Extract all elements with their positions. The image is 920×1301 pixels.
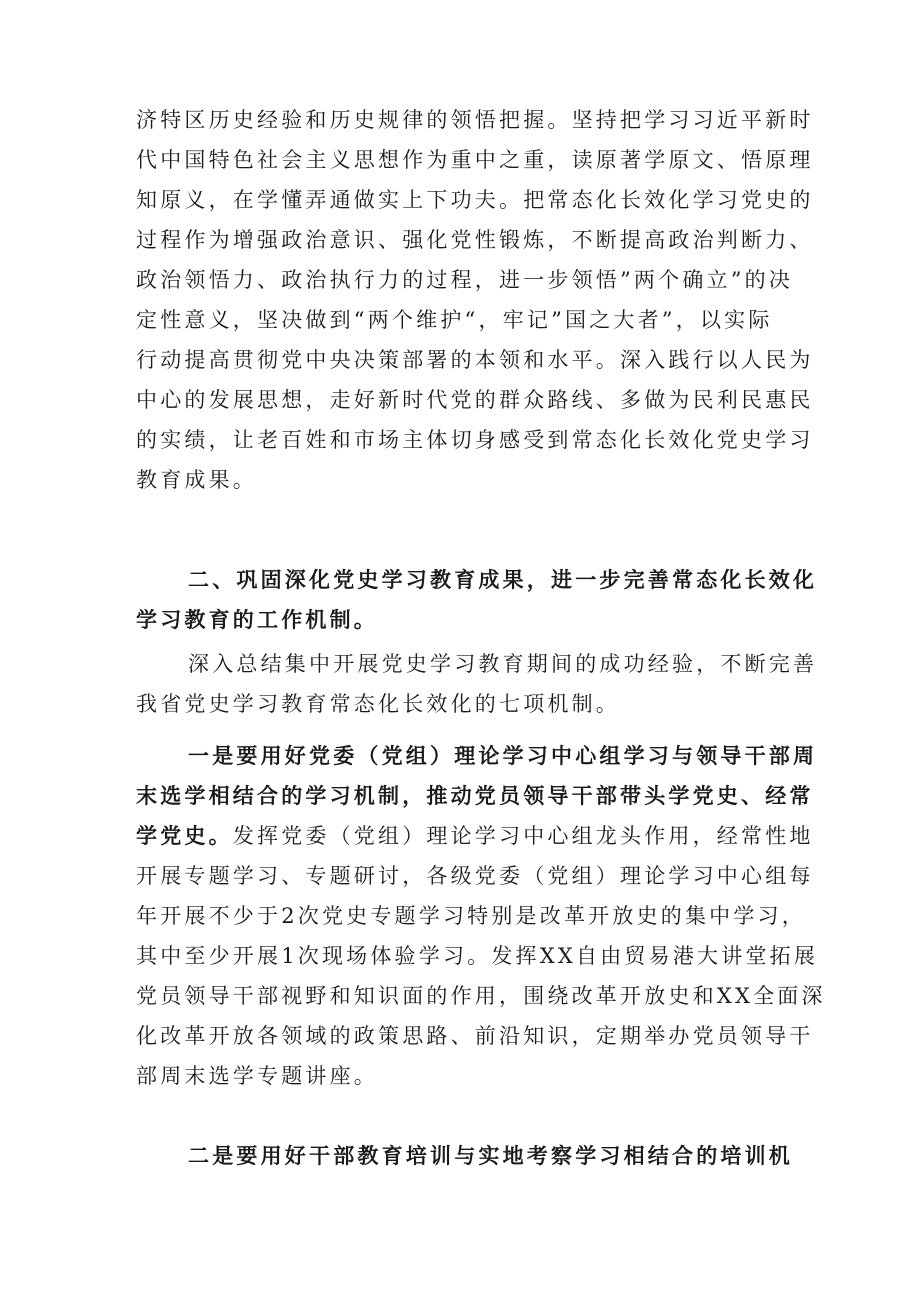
text-line: 其中至少开展1次现场体验学习。发挥XX自由贸易港大讲堂拓展 <box>136 944 819 968</box>
text-line: 化改革开放各领域的政策思路、前沿知识，定期举办党员领导干 <box>136 1024 814 1048</box>
text-line: 开展专题学习、专题研讨，各级党委（党组）理论学习中心组每 <box>136 864 814 888</box>
text-line: 我省党史学习教育常态化长效化的七项机制。 <box>136 692 620 716</box>
lead-line: 一是要用好党委（党组）理论学习中心组学习与领导干部周 <box>188 743 818 768</box>
text-line: 知原义，在学懂弄通做实上下功夫。把常态化长效化学习党史的 <box>136 188 814 212</box>
heading-line: 学习教育的工作机制。 <box>136 607 378 632</box>
text-line: 的实绩，让老百姓和市场主体切身感受到常态化长效化党史学习 <box>136 428 814 452</box>
text-line: 行动提高贯彻党中央决策部署的本领和水平。深入践行以人民为 <box>136 348 814 372</box>
text-line: 中心的发展思想，走好新时代党的群众路线、多做为民利民惠民 <box>136 388 814 412</box>
lead-line: 末选学相结合的学习机制，推动党员领导干部带头学党史、经常 <box>136 783 814 808</box>
text-line: 代中国特色社会主义思想作为重中之重，读原著学原文、悟原理 <box>136 148 814 172</box>
body-text: 发挥党委（党组）理论学习中心组龙头作用，经常性地 <box>232 824 814 848</box>
section-heading <box>136 560 818 640</box>
text-line: 教育成果。 <box>136 468 257 492</box>
lead-line: 二是要用好干部教育培训与实地考察学习相结合的培训机 <box>188 1143 793 1168</box>
text-line: 政治领悟力、政治执行力的过程，进一步领悟”两个确立”的决 <box>136 268 794 292</box>
text-line: 部周末选学专题讲座。 <box>136 1064 378 1088</box>
body-paragraph <box>136 736 826 1096</box>
text-line: 年开展不少于2次党史专题学习特别是改革开放史的集中学习， <box>136 904 806 928</box>
heading-line: 二、巩固深化党史学习教育成果，进一步完善常态化长效化 <box>188 567 818 592</box>
body-paragraph <box>136 644 818 724</box>
body-paragraph <box>136 100 814 500</box>
text-line: 党员领导干部视野和知识面的作用，围绕改革开放史和XX全面深 <box>136 984 826 1008</box>
text-line: 定性意义，坚决做到“两个维护“，牢记”国之大者”，以实际 <box>136 308 773 332</box>
lead-text: 学党史。 <box>136 823 233 848</box>
text-line: 深入总结集中开展党史学习教育期间的成功经验，不断完善 <box>188 652 818 676</box>
text-line: 济特区历史经验和历史规律的领悟把握。坚持把学习习近平新时 <box>136 108 814 132</box>
text-line: 过程作为增强政治意识、强化党性锻炼，不断提高政治判断力、 <box>136 228 814 252</box>
body-paragraph <box>136 1136 796 1176</box>
mixed-line <box>136 816 814 856</box>
